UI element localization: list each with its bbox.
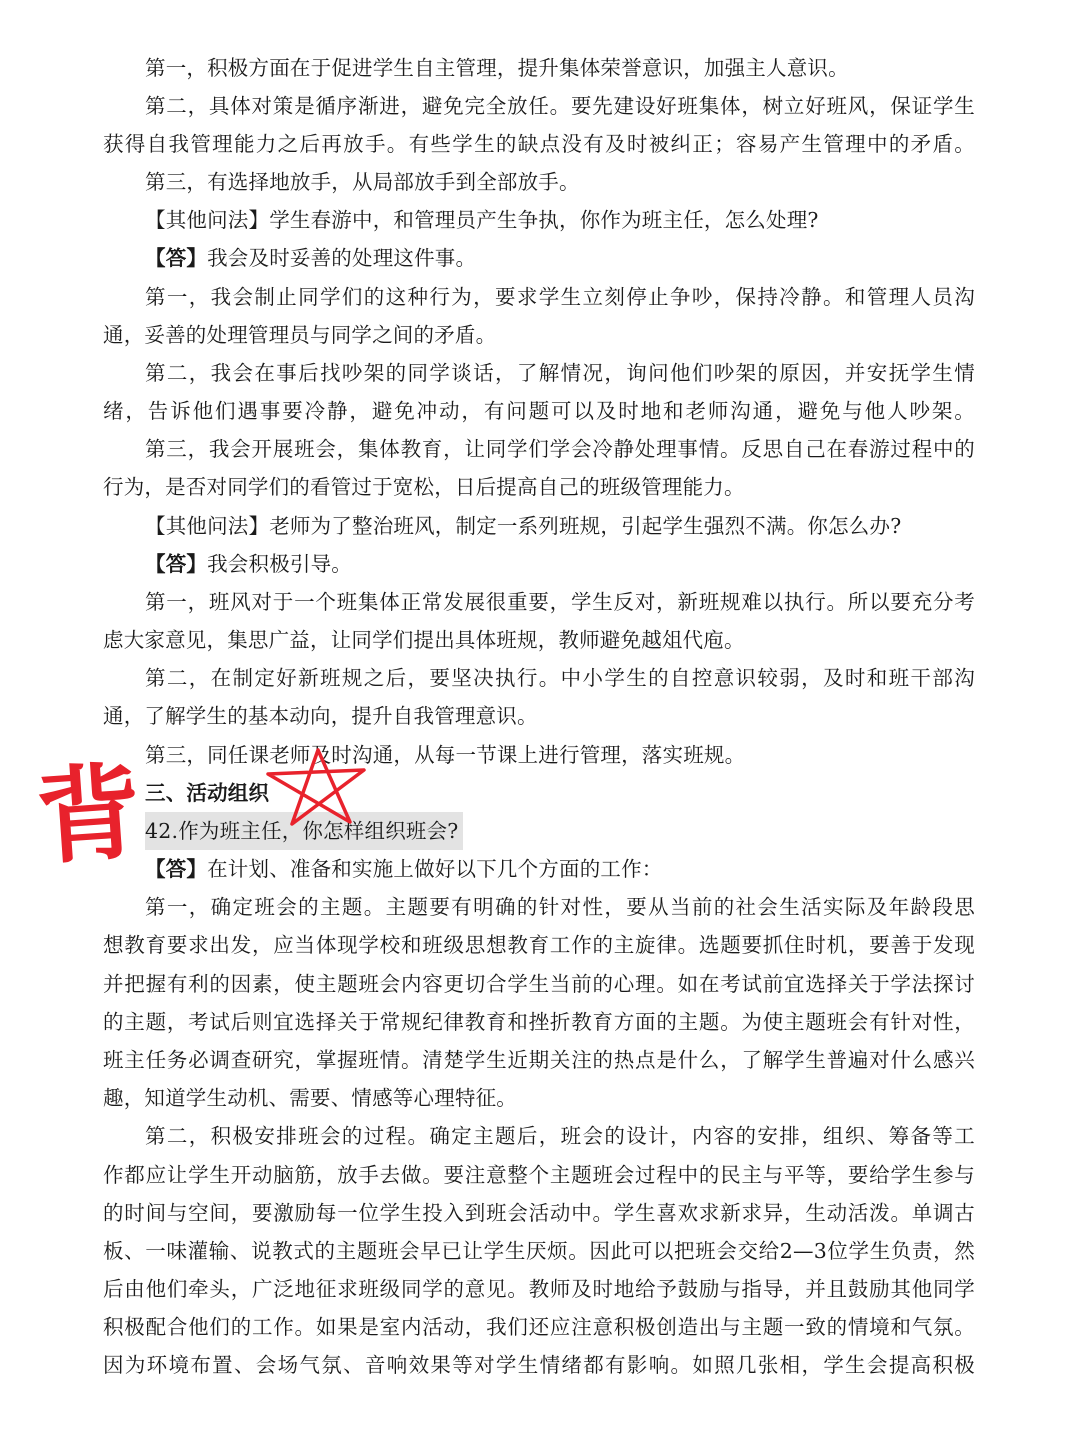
paragraph-line: 趣，知道学生动机、需要、情感等心理特征。 xyxy=(103,1086,517,1110)
paragraph-line: 第二，具体对策是循序渐进，避免完全放任。要先建设好班集体，树立好班风，保证学生 xyxy=(145,94,975,118)
answer-label: 【答】 xyxy=(145,246,208,270)
paragraph-line: 第一，班风对于一个班集体正常发展很重要，学生反对，新班规难以执行。所以要充分考 xyxy=(145,590,975,614)
paragraph-line: 第二，我会在事后找吵架的同学谈话，了解情况，询问他们吵架的原因，并安抚学生情 xyxy=(145,361,975,385)
paragraph-line: 第二，在制定好新班规之后，要坚决执行。中小学生的自控意识较弱，及时和班干部沟 xyxy=(145,666,975,690)
question-highlight: 42.作为班主任，你怎样组织班会? xyxy=(145,812,463,850)
paragraph-line: 获得自我管理能力之后再放手。有些学生的缺点没有及时被纠正；容易产生管理中的矛盾。 xyxy=(103,132,975,156)
paragraph-line: 行为，是否对同学们的看管过于宽松，日后提高自己的班级管理能力。 xyxy=(103,475,745,499)
answer-text: 我会积极引导。 xyxy=(207,552,353,576)
paragraph-line: 的时间与空间，要激励每一位学生投入到班会活动中。学生喜欢求新求异，生动活泼。单调古 xyxy=(103,1201,975,1225)
paragraph-line: 第三，有选择地放手，从局部放手到全部放手。 xyxy=(145,170,580,194)
alternate-question: 【其他问法】学生春游中，和管理员产生争执，你作为班主任，怎么处理? xyxy=(145,208,819,232)
paragraph-line: 第一，积极方面在于促进学生自主管理，提升集体荣誉意识，加强主人意识。 xyxy=(145,56,849,80)
paragraph-line: 第三，我会开展班会，集体教育，让同学们学会冷静处理事情。反思自己在春游过程中的 xyxy=(145,437,975,461)
paragraph-line: 第一，我会制止同学们的这种行为，要求学生立刻停止争吵，保持冷静。和管理人员沟 xyxy=(145,285,975,309)
paragraph-line: 板、一味灌输、说教式的主题班会早已让学生厌烦。因此可以把班会交给2—3位学生负责，然 xyxy=(103,1239,975,1263)
answer-text: 在计划、准备和实施上做好以下几个方面的工作： xyxy=(207,857,663,881)
paragraph-line: 班主任务必调查研究，掌握班情。清楚学生近期关注的热点是什么，了解学生普遍对什么感兴 xyxy=(103,1048,975,1072)
answer-line xyxy=(145,545,975,583)
paragraph-line: 通，妥善的处理管理员与同学之间的矛盾。 xyxy=(103,323,497,347)
paragraph-line: 想教育要求出发，应当体现学校和班级思想教育工作的主旋律。选题要抓住时机，要善于发现 xyxy=(103,933,975,957)
alternate-question: 【其他问法】老师为了整治班风，制定一系列班规，引起学生强烈不满。你怎么办? xyxy=(145,514,902,538)
paragraph-line: 的主题，考试后则宜选择关于常规纪律教育和挫折教育方面的主题。为使主题班会有针对性， xyxy=(103,1010,975,1034)
handwritten-memorize-mark: 背 xyxy=(32,750,146,880)
paragraph-line: 第二，积极安排班会的过程。确定主题后，班会的设计，内容的安排，组织、筹备等工 xyxy=(145,1124,975,1148)
paragraph-line: 积极配合他们的工作。如果是室内活动，我们还应注意积极创造出与主题一致的情境和气氛。 xyxy=(103,1315,975,1339)
paragraph-line: 后由他们牵头，广泛地征求班级同学的意见。教师及时地给予鼓励与指导，并且鼓励其他同学 xyxy=(103,1277,975,1301)
paragraph-line: 因为环境布置、会场气氛、音响效果等对学生情绪都有影响。如照几张相，学生会提高积极 xyxy=(103,1353,975,1377)
answer-text: 我会及时妥善的处理这件事。 xyxy=(207,246,477,270)
section-heading: 三、活动组织 xyxy=(145,781,270,805)
paragraph-line: 作都应让学生开动脑筋，放手去做。要注意整个主题班会过程中的民主与平等，要给学生参与 xyxy=(103,1163,975,1187)
star-icon xyxy=(262,744,382,828)
paragraph-line: 第一，确定班会的主题。主题要有明确的针对性，要从当前的社会生活实际及年龄段思 xyxy=(145,895,975,919)
paragraph-line: 第三，同任课老师及时沟通，从每一节课上进行管理，落实班规。 xyxy=(145,743,746,767)
answer-line xyxy=(145,239,975,277)
answer-label: 【答】 xyxy=(145,857,208,881)
paragraph-line: 通，了解学生的基本动向，提升自我管理意识。 xyxy=(103,704,538,728)
answer-label: 【答】 xyxy=(145,552,208,576)
paragraph-line: 并把握有利的因素，使主题班会内容更切合学生当前的心理。如在考试前宜选择关于学法探讨 xyxy=(103,972,975,996)
answer-line xyxy=(145,850,975,888)
paragraph-line: 虑大家意见，集思广益，让同学们提出具体班规，教师避免越俎代庖。 xyxy=(103,628,745,652)
paragraph-line: 绪，告诉他们遇事要冷静，避免冲动，有问题可以及时地和老师沟通，避免与他人吵架。 xyxy=(103,399,975,423)
